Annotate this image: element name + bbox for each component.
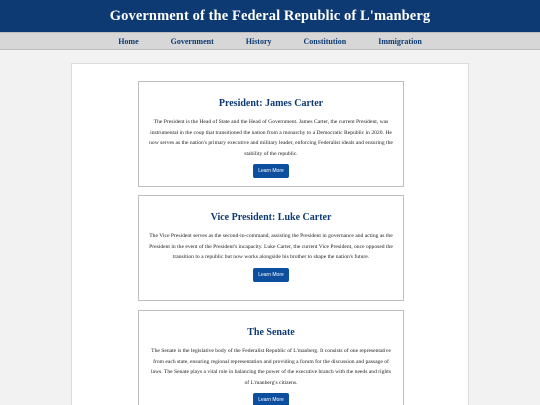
card-title: Vice President: Luke Carter: [210, 212, 332, 223]
card-title: The Senate: [247, 327, 295, 338]
main-content: [71, 63, 469, 405]
nav-constitution[interactable]: Constitution: [303, 36, 347, 46]
site-header: [0, 0, 540, 32]
card-body: The Vice President serves as the second-in-command, assisting the President in governance and acting as the President in the event of the President's incapacity. Luke Carter, the current Vice President, once opposed the transition to a republic but now works alongside his brother to shape the nation's future.: [149, 233, 393, 261]
nav-home[interactable]: Home: [118, 36, 139, 46]
card-president: [138, 81, 404, 187]
nav-immigration[interactable]: Immigration: [378, 36, 422, 46]
site-title: Government of the Federal Republic of L'manberg: [109, 7, 431, 24]
main-nav: [0, 32, 540, 50]
card-body: The President is the Head of State and the Head of Government. James Carter, the current President, was instrumental in the coup that transitioned the nation from a monarchy to a Democratic Republic in 2020. He now serves as the nation's primary executive and military leader, enforcing Federalist ideals and ensuring the stability of the republic.: [149, 119, 393, 157]
nav-government[interactable]: Government: [170, 36, 214, 46]
learn-more-button[interactable]: Learn More: [253, 164, 289, 178]
card-senate: [138, 310, 404, 405]
nav-history[interactable]: History: [245, 36, 272, 46]
card-vice-president: [138, 195, 404, 301]
learn-more-button[interactable]: Learn More: [253, 268, 289, 282]
card-title: President: James Carter: [218, 98, 324, 109]
learn-more-button[interactable]: Learn More: [253, 393, 289, 405]
card-body: The Senate is the legislative body of the Federalist Republic of L'manberg. It consists of one representative from each state, ensuring regional representation and providing a forum for the discussion and passage of laws. The Senate plays a vital role in balancing the power of the executive branch with the needs and rights of L'manberg's citizens.: [150, 348, 392, 386]
